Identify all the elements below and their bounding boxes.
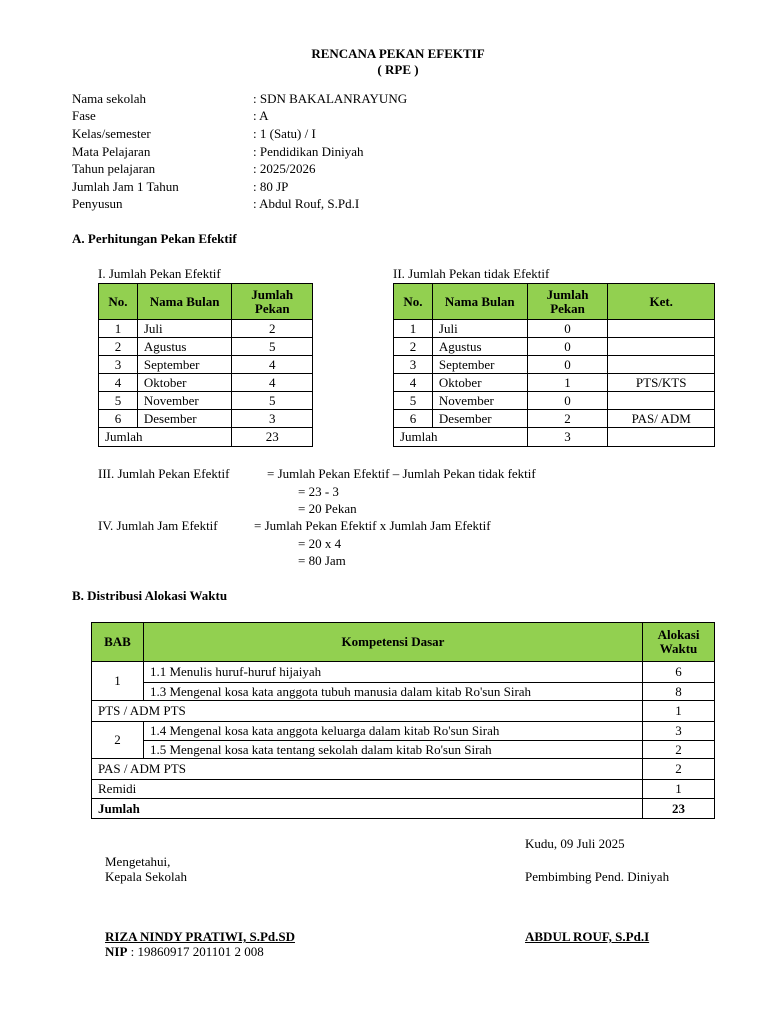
cell-month: Agustus — [137, 338, 232, 356]
table-row — [394, 356, 715, 374]
cell-no: 3 — [99, 356, 138, 374]
calc-formula-effective-hours: = Jumlah Pekan Efektif x Jumlah Jam Efektif — [254, 518, 491, 533]
info-label: Nama sekolah — [72, 91, 147, 106]
cell-alokasi: 2 — [643, 759, 715, 780]
acknowledged-label: Mengetahui, — [105, 854, 171, 869]
header-no: No. — [394, 284, 433, 320]
principal-name: RIZA NINDY PRATIWI, S.Pd.SD — [105, 929, 295, 944]
cell-weeks: 0 — [527, 356, 608, 374]
cell-no: 5 — [394, 392, 433, 410]
total-label: Jumlah — [92, 799, 643, 819]
place-date: Kudu, 09 Juli 2025 — [525, 836, 625, 851]
table-row — [394, 338, 715, 356]
table-row — [92, 780, 715, 799]
cell-notes — [608, 392, 715, 410]
cell-pts: PTS / ADM PTS — [92, 701, 643, 722]
table-row — [99, 356, 313, 374]
cell-no: 4 — [394, 374, 433, 392]
table-row — [92, 722, 715, 741]
table-row — [394, 392, 715, 410]
info-label: Jumlah Jam 1 Tahun — [72, 179, 179, 194]
principal-nip — [105, 943, 264, 960]
document-subtitle: ( RPE ) — [377, 62, 419, 77]
table-row — [92, 683, 715, 701]
header-weeks: Jumlah Pekan — [527, 284, 608, 320]
cell-remidi: Remidi — [92, 780, 643, 799]
effective-weeks-table — [98, 283, 313, 447]
table-row — [99, 392, 313, 410]
cell-weeks: 1 — [527, 374, 608, 392]
time-allocation-table — [91, 622, 715, 819]
principal-title: Kepala Sekolah — [105, 869, 187, 884]
header-no: No. — [99, 284, 138, 320]
calc-result: = 80 Jam — [298, 553, 346, 568]
cell-month: Juli — [137, 320, 232, 338]
cell-weeks: 4 — [232, 356, 313, 374]
total-label: Jumlah — [394, 428, 528, 447]
cell-no: 6 — [99, 410, 138, 428]
table-row — [92, 759, 715, 780]
info-value: : Pendidikan Diniyah — [253, 144, 364, 159]
cell-weeks: 5 — [232, 338, 313, 356]
cell-weeks: 4 — [232, 374, 313, 392]
table-row — [92, 662, 715, 683]
header-kd: Kompetensi Dasar — [143, 623, 642, 662]
total-notes — [608, 428, 715, 447]
cell-month: Agustus — [432, 338, 527, 356]
calc-step: = 23 - 3 — [298, 484, 339, 499]
cell-month: September — [137, 356, 232, 374]
cell-pas: PAS / ADM PTS — [92, 759, 643, 780]
cell-kd: 1.1 Menulis huruf-huruf hijaiyah — [143, 662, 642, 683]
calc-result: = 20 Pekan — [298, 501, 357, 516]
cell-no: 1 — [99, 320, 138, 338]
calc-formula-effective-weeks: = Jumlah Pekan Efektif – Jumlah Pekan tidak fektif — [267, 466, 536, 481]
info-value: : 2025/2026 — [253, 161, 316, 176]
cell-weeks: 5 — [232, 392, 313, 410]
cell-month: September — [432, 356, 527, 374]
supervisor-title: Pembimbing Pend. Diniyah — [525, 869, 670, 884]
cell-weeks: 0 — [527, 320, 608, 338]
cell-alokasi: 8 — [643, 683, 715, 701]
table-row — [92, 741, 715, 759]
header-weeks: Jumlah Pekan — [232, 284, 313, 320]
cell-alokasi: 1 — [643, 701, 715, 722]
table1-caption: I. Jumlah Pekan Efektif — [98, 266, 221, 281]
section-a-heading: A. Perhitungan Pekan Efektif — [72, 231, 237, 246]
cell-month: Oktober — [432, 374, 527, 392]
cell-month: Desember — [432, 410, 527, 428]
cell-alokasi: 1 — [643, 780, 715, 799]
cell-weeks: 2 — [232, 320, 313, 338]
header-month: Nama Bulan — [137, 284, 232, 320]
table-total-row — [99, 428, 313, 447]
info-label: Fase — [72, 108, 96, 123]
info-value: : 1 (Satu) / I — [253, 126, 316, 141]
info-value: : Abdul Rouf, S.Pd.I — [253, 196, 360, 211]
cell-bab: 2 — [92, 722, 144, 759]
table-row — [92, 701, 715, 722]
cell-notes — [608, 338, 715, 356]
table-row — [99, 410, 313, 428]
header-alokasi: Alokasi Waktu — [643, 623, 715, 662]
total-label: Jumlah — [99, 428, 232, 447]
section-b-heading: B. Distribusi Alokasi Waktu — [72, 588, 228, 603]
nip-label: NIP — [105, 944, 128, 959]
cell-weeks: 0 — [527, 338, 608, 356]
non-effective-weeks-table — [393, 283, 715, 447]
info-label: Tahun pelajaran — [72, 161, 156, 176]
header-bab: BAB — [92, 623, 144, 662]
info-label: Kelas/semester — [72, 126, 151, 141]
cell-notes — [608, 356, 715, 374]
nip-value: : 19860917 201101 2 008 — [127, 944, 264, 959]
table-row — [99, 374, 313, 392]
table-total-row — [394, 428, 715, 447]
cell-month: November — [137, 392, 232, 410]
cell-alokasi: 3 — [643, 722, 715, 741]
cell-no: 1 — [394, 320, 433, 338]
table2-caption: II. Jumlah Pekan tidak Efektif — [393, 266, 550, 281]
cell-no: 3 — [394, 356, 433, 374]
cell-no: 2 — [394, 338, 433, 356]
cell-no: 5 — [99, 392, 138, 410]
cell-alokasi: 2 — [643, 741, 715, 759]
table-row — [394, 410, 715, 428]
table-row — [99, 338, 313, 356]
calc-step: = 20 x 4 — [298, 536, 342, 551]
calc-label-effective-hours: IV. Jumlah Jam Efektif — [98, 518, 218, 533]
table-total-row — [92, 799, 715, 819]
cell-no: 4 — [99, 374, 138, 392]
info-value: : SDN BAKALANRAYUNG — [253, 91, 408, 106]
info-label: Mata Pelajaran — [72, 144, 151, 159]
calc-label-effective-weeks: III. Jumlah Pekan Efektif — [98, 466, 230, 481]
cell-kd: 1.4 Mengenal kosa kata anggota keluarga dalam kitab Ro'sun Sirah — [143, 722, 642, 741]
cell-month: Juli — [432, 320, 527, 338]
document-title: RENCANA PEKAN EFEKTIF — [311, 46, 485, 61]
header-month: Nama Bulan — [432, 284, 527, 320]
cell-kd: 1.5 Mengenal kosa kata tentang sekolah dalam kitab Ro'sun Sirah — [143, 741, 642, 759]
cell-kd: 1.3 Mengenal kosa kata anggota tubuh manusia dalam kitab Ro'sun Sirah — [143, 683, 642, 701]
cell-alokasi: 6 — [643, 662, 715, 683]
total-value: 23 — [232, 428, 313, 447]
total-value: 3 — [527, 428, 608, 447]
cell-bab: 1 — [92, 662, 144, 701]
cell-month: November — [432, 392, 527, 410]
info-label: Penyusun — [72, 196, 123, 211]
cell-weeks: 2 — [527, 410, 608, 428]
cell-notes — [608, 320, 715, 338]
cell-no: 2 — [99, 338, 138, 356]
supervisor-name: ABDUL ROUF, S.Pd.I — [525, 929, 650, 944]
cell-no: 6 — [394, 410, 433, 428]
table-row — [394, 374, 715, 392]
cell-notes: PAS/ ADM — [608, 410, 715, 428]
info-value: : 80 JP — [253, 179, 289, 194]
table-row — [99, 320, 313, 338]
table-row — [394, 320, 715, 338]
header-notes: Ket. — [608, 284, 715, 320]
total-value: 23 — [643, 799, 715, 819]
info-value: : A — [253, 108, 269, 123]
cell-month: Oktober — [137, 374, 232, 392]
cell-weeks: 0 — [527, 392, 608, 410]
cell-month: Desember — [137, 410, 232, 428]
cell-notes: PTS/KTS — [608, 374, 715, 392]
cell-weeks: 3 — [232, 410, 313, 428]
